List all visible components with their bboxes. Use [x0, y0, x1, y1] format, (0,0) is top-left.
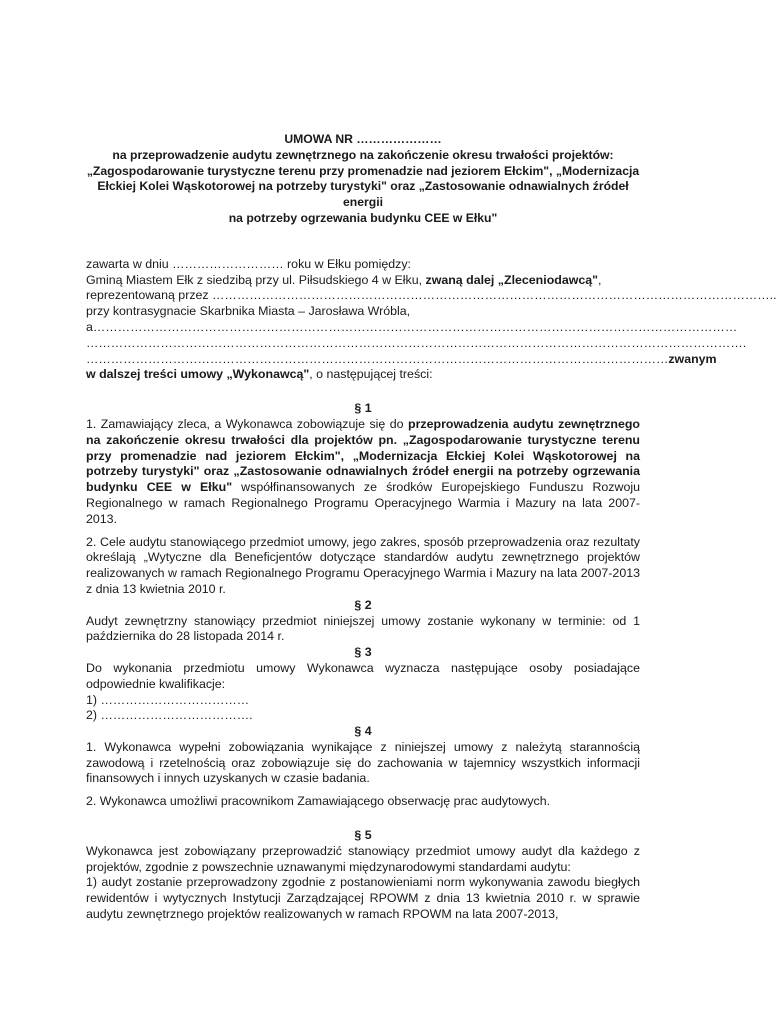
- party-countersignature: przy kontrasygnacie Skarbnika Miasta – Jarosława Wróbla,: [86, 304, 411, 319]
- section-5: [86, 828, 640, 923]
- contractor-alias-rest: , o następującej treści:: [309, 367, 433, 382]
- title-line-contract-number: UMOWA NR …………………: [284, 132, 442, 146]
- party-gmina-alias: zwaną dalej „Zleceniodawcą": [425, 272, 599, 287]
- section-5-paragraph-2: 1) audyt zostanie przeprowadzony zgodnie z postanowieniami norm wykonywania zawodu biegłych rewidentów i wytycznych Instytucji Zarządzającej RPOWM z dnia 13 kwietnia 2010 r. w sprawie audytu zewnętrznego projektów realizowanych w ramach RPOWM na lata 2007-2013,: [86, 875, 640, 922]
- section-1-paragraph-1: [86, 417, 640, 528]
- section-1-header: § 1: [354, 401, 372, 416]
- section-4-header: § 4: [354, 724, 372, 739]
- party-gmina: [86, 273, 640, 289]
- contractor-alias: [86, 367, 640, 383]
- s1-p1-intro: 1. Zamawiający zleca, a Wykonawca zobowiązuje się do: [86, 416, 409, 431]
- section-3-paragraph-1: Do wykonania przedmiotu umowy Wykonawca wyznacza następujące osoby posiadające odpowiednie kwalifikacje:: [86, 660, 640, 691]
- section-1: [86, 401, 640, 598]
- section-3: [86, 645, 640, 724]
- contractor-dots-line-zwanym: [86, 351, 717, 368]
- contractor-dots-line: …………………………………………………………………………………………………………………………………………….: [86, 335, 747, 350]
- section-4-paragraph-1: 1. Wykonawca wypełni zobowiązania wynikające z niniejszej umowy z należytą starannością zawodową i rzetelnością oraz zobowiązuje się do zachowania w tajemnicy wszystkich informacji finansowych i innych uzyskanych w czasie badania.: [86, 739, 640, 786]
- s1-p1-bold: przeprowadzenia audytu zewnętrznego na zakończenie okresu trwałości dla projektów pn. „Zagospodarowanie turystyczne terenu przy promenadzie nad jeziorem Ełckim", „Modernizacja Ełckiej Kolei Wąskotorowej na potrzeby turystyki" oraz „Zastosowanie odnawialnych źródeł energii na potrzeby ogrzewania budynku CEE w Ełku": [86, 416, 640, 495]
- section-2-header: § 2: [354, 597, 372, 612]
- contractor-dots: ……………………………………………………………………………………………………………………………: [86, 351, 669, 366]
- section-5-paragraph-1: Wykonawca jest zobowiązany przeprowadzić stanowiący przedmiot umowy audyt dla każdego z projektów, zgodnie z powszechnie uznawanymi międzynarodowymi standardami audytu:: [86, 843, 640, 874]
- title-line-4: Ełckiej Kolei Wąskotorowej na potrzeby turystyki" oraz „Zastosowanie odnawialnych źródeł energii: [97, 179, 629, 210]
- contract-intro: zawarta w dniu ……………………… roku w Ełku pomiędzy:: [86, 256, 411, 271]
- section-3-person-1: 1) ………………………………: [86, 692, 250, 707]
- party-gmina-comma: ,: [598, 272, 602, 287]
- section-1-paragraph-2: 2. Cele audytu stanowiącego przedmiot umowy, jego zakres, sposób przeprowadzenia oraz rezultaty określają „Wytyczne dla Beneficjentów dotyczące standardów audytu zewnętrznego projektów realizowanych w ramach Regionalnego Programu Operacyjnego Warmia i Mazury na lata 2007-2013 z dnia 13 kwietnia 2010 r.: [86, 534, 640, 596]
- document-page: [86, 132, 777, 923]
- title-line-5: na potrzeby ogrzewania budynku CEE w Ełku": [228, 210, 498, 225]
- s1-p1-rest: współfinansowanych ze środków Europejskiego Funduszu Rozwoju Regionalnego w ramach Regionalnego Programu Operacyjnego Warmia i Mazury na lata 2007-2013.: [86, 480, 640, 526]
- section-4-paragraph-2: 2. Wykonawca umożliwi pracownikom Zamawiającego obserwację prac audytowych.: [86, 794, 551, 809]
- section-5-header: § 5: [354, 828, 372, 843]
- party-representative: reprezentowaną przez ………………………………………………………………………………………………………………………..: [86, 288, 777, 303]
- section-3-person-2: 2) ……………………………….: [86, 708, 253, 723]
- contractor-zwanym: zwanym: [668, 351, 717, 366]
- section-4: [86, 724, 640, 810]
- document-title: [86, 132, 640, 227]
- contractor-line-a: a…………………………………………………………………………………………………………………………………………: [86, 319, 738, 334]
- section-3-header: § 3: [354, 645, 372, 660]
- parties-section: [86, 256, 777, 383]
- title-line-3: „Zagospodarowanie turystyczne terenu przy promenadzie nad jeziorem Ełckim", „Modernizacja: [86, 163, 640, 178]
- section-2-paragraph-1: Audyt zewnętrzny stanowiący przedmiot niniejszej umowy zostanie wykonany w terminie: od 1 października do 28 listopada 2014 r.: [86, 613, 640, 644]
- contractor-alias-bold: w dalszej treści umowy „Wykonawcą": [86, 367, 310, 382]
- party-gmina-text: Gminą Miastem Ełk z siedzibą przy ul. Piłsudskiego 4 w Ełku,: [86, 272, 426, 287]
- section-2: [86, 598, 640, 645]
- title-line-2: na przeprowadzenie audytu zewnętrznego na zakończenie okresu trwałości projektów:: [112, 147, 614, 162]
